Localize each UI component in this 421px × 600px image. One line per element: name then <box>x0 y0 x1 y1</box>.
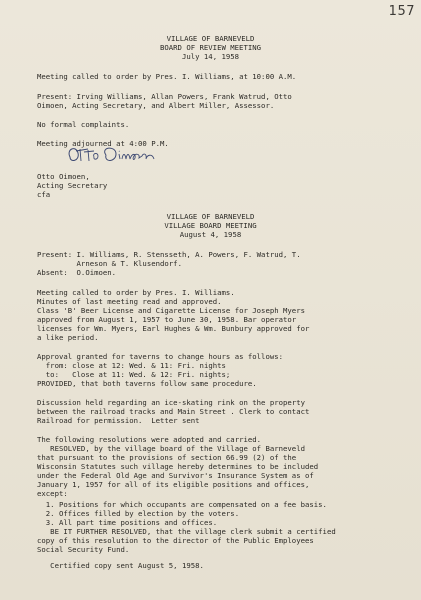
header-board: BOARD OF REVIEW MEETING <box>159 43 262 52</box>
board-present-2: Arneson & T. Klusendorf. <box>37 259 182 268</box>
signature <box>64 141 164 167</box>
sign-name: Otto Oimoen, <box>37 172 90 181</box>
board-header-org: VILLAGE OF BARNEVELD <box>166 212 255 221</box>
adjourned: Meeting adjourned at 4:00 P.M. <box>37 139 169 148</box>
sign-title: Acting Secretary <box>37 181 108 190</box>
header-org: VILLAGE OF BARNEVELD <box>166 34 255 43</box>
taverns-line-1: Approval granted for taverns to change hours as follows: <box>37 352 284 361</box>
class-b-line-1: Class 'B' Beer License and Cigarette License for Joseph Myers <box>37 306 305 315</box>
board-minutes: Minutes of last meeting read and approved. <box>37 297 222 306</box>
board-call: Meeting called to order by Pres. I. Williams. <box>37 288 235 297</box>
present-line-1: Present: Irving Williams, Allan Powers, Frank Watrud, Otto <box>37 92 292 101</box>
rink-line-1: Discussion held regarding an ice-skating rink on the property <box>37 398 305 407</box>
further-line-2: copy of this resolution to the director of the Public Employees <box>37 536 314 545</box>
resolution-line-6: except: <box>37 489 68 498</box>
taverns-line-3: to: Close at 11: Wed. & 12: Fri. nights; <box>37 370 231 379</box>
further-line-3: Social Security Fund. <box>37 545 130 554</box>
resolution-line-4: under the Federal Old Age and Survivor's Insurance System as of <box>37 471 314 480</box>
class-b-line-4: a like period. <box>37 333 99 342</box>
further-line-1: BE IT FURTHER RESOLVED, that the village clerk submit a certified <box>37 527 336 536</box>
rink-line-3: Railroad for permission. Letter sent <box>37 416 200 425</box>
board-absent: Absent: O.Oimoen. <box>37 268 117 277</box>
resolution-line-5: January 1, 1957 for all of its eligible positions and offices, <box>37 480 310 489</box>
class-b-line-2: approved from August 1, 1957 to June 30, 1958. Bar operator <box>37 315 297 324</box>
header-date: July 14, 1958 <box>181 52 240 61</box>
taverns-line-4: PROVIDED, that both taverns follow same procedure. <box>37 379 257 388</box>
exception-1: 1. Positions for which occupants are compensated on a fee basis. <box>37 500 327 509</box>
complaints: No formal complaints. <box>37 120 130 129</box>
present-line-2: Oimoen, Acting Secretary, and Albert Miller, Assessor. <box>37 101 275 110</box>
exception-2: 2. Offices filled by election by the voters. <box>37 509 240 518</box>
board-present-1: Present: I. Williams, R. Stensseth, A. Powers, F. Watrud, T. <box>37 250 301 259</box>
call-to-order: Meeting called to order by Pres. I. Williams, at 10:00 A.M. <box>37 72 297 81</box>
resolutions-intro: The following resolutions were adopted and carried. <box>37 435 262 444</box>
board-header-date: August 4, 1958 <box>179 230 242 239</box>
page-number: 157 <box>388 4 415 19</box>
taverns-line-2: from: close at 12: Wed. & 11: Fri. nights <box>37 361 226 370</box>
resolution-line-2: that pursuant to the provisions of section 66.99 (2) of the <box>37 453 297 462</box>
board-header-title: VILLAGE BOARD MEETING <box>164 221 257 230</box>
class-b-line-3: licenses for Wm. Myers, Earl Hughes & Wm. Bunbury approved for <box>37 324 310 333</box>
sign-initials: cfa <box>37 190 51 199</box>
certified-line: Certified copy sent August 5, 1958. <box>37 561 204 570</box>
resolution-line-1: RESOLVED, by the village board of the Village of Barneveld <box>37 444 305 453</box>
resolution-line-3: Wisconsin Statutes such village hereby determines to be included <box>37 462 319 471</box>
rink-line-2: between the railroad tracks and Main Street . Clerk to contact <box>37 407 310 416</box>
exception-3: 3. All part time positions and offices. <box>37 518 218 527</box>
